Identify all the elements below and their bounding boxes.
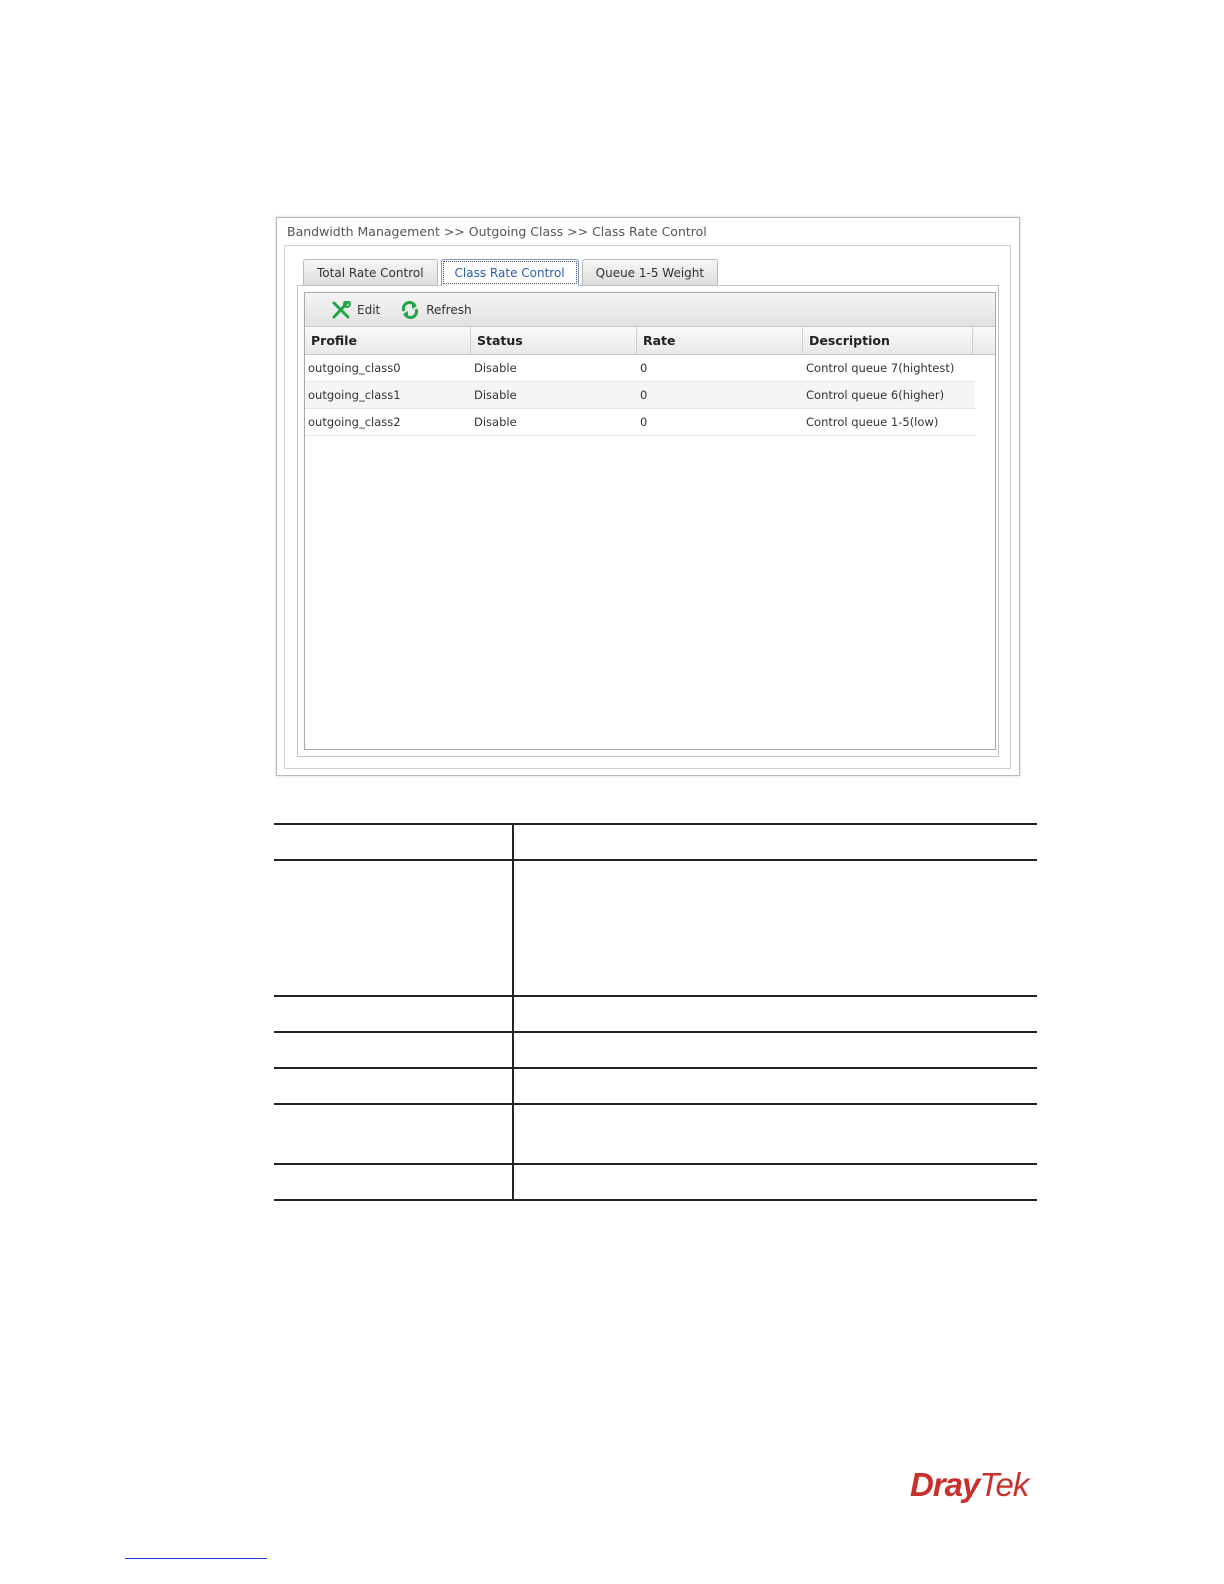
- table-cell: [274, 996, 513, 1032]
- column-header-description[interactable]: Description: [803, 327, 973, 354]
- profile-cell: outgoing_class0: [308, 361, 401, 375]
- refresh-button[interactable]: [400, 301, 471, 319]
- column-header-rate[interactable]: Rate: [637, 327, 803, 354]
- rate-cell: 0: [640, 361, 648, 375]
- table-row[interactable]: [305, 409, 975, 436]
- content-frame: [284, 245, 1011, 769]
- grid-toolbar: [305, 293, 995, 327]
- column-header-status[interactable]: Status: [471, 327, 637, 354]
- profile-grid: [304, 292, 996, 750]
- header-scroll-spacer: [973, 327, 993, 354]
- description-cell: Control queue 1-5(low): [806, 415, 939, 429]
- tab-class-rate-control[interactable]: Class Rate Control: [441, 259, 579, 286]
- status-cell: Disable: [474, 361, 517, 375]
- description-cell: Control queue 6(higher): [806, 388, 945, 402]
- table-row[interactable]: [305, 382, 975, 409]
- table-cell: [513, 1068, 1037, 1104]
- edit-tools-icon: [331, 301, 351, 319]
- rate-cell: 0: [640, 388, 648, 402]
- table-cell: [274, 860, 513, 996]
- table-cell: [274, 1032, 513, 1068]
- refresh-icon: [400, 301, 420, 319]
- table-cell: [274, 1164, 513, 1200]
- table-cell: [513, 860, 1037, 996]
- table-cell: [513, 824, 1037, 860]
- screenshot-panel: [276, 217, 1020, 776]
- tab-total-rate-control[interactable]: Total Rate Control: [303, 259, 438, 285]
- profile-cell: outgoing_class2: [308, 415, 401, 429]
- tab-queue-weight[interactable]: Queue 1-5 Weight: [582, 259, 718, 285]
- status-cell: Disable: [474, 415, 517, 429]
- grid-header: [305, 327, 995, 355]
- footer-link-underline: [125, 1558, 267, 1559]
- column-header-profile[interactable]: Profile: [305, 327, 471, 354]
- table-cell: [274, 824, 513, 860]
- rate-cell: 0: [640, 415, 648, 429]
- status-cell: Disable: [474, 388, 517, 402]
- refresh-label: Refresh: [426, 302, 472, 317]
- profile-cell: outgoing_class1: [308, 388, 401, 402]
- table-cell: [513, 996, 1037, 1032]
- breadcrumb: Bandwidth Management >> Outgoing Class >> Class Rate Control: [287, 224, 707, 239]
- table-row[interactable]: [305, 355, 975, 382]
- edit-button[interactable]: [331, 301, 380, 319]
- tab-bar: [303, 259, 718, 286]
- description-cell: Control queue 7(hightest): [806, 361, 955, 375]
- table-cell: [274, 1104, 513, 1164]
- table-cell: [513, 1032, 1037, 1068]
- table-cell: [513, 1164, 1037, 1200]
- draytek-logo: DrayTek: [910, 1466, 1029, 1503]
- tab-body: [297, 285, 999, 757]
- table-cell: [274, 1068, 513, 1104]
- description-table: [274, 823, 1037, 1201]
- edit-label: Edit: [357, 302, 381, 317]
- table-cell: [513, 1104, 1037, 1164]
